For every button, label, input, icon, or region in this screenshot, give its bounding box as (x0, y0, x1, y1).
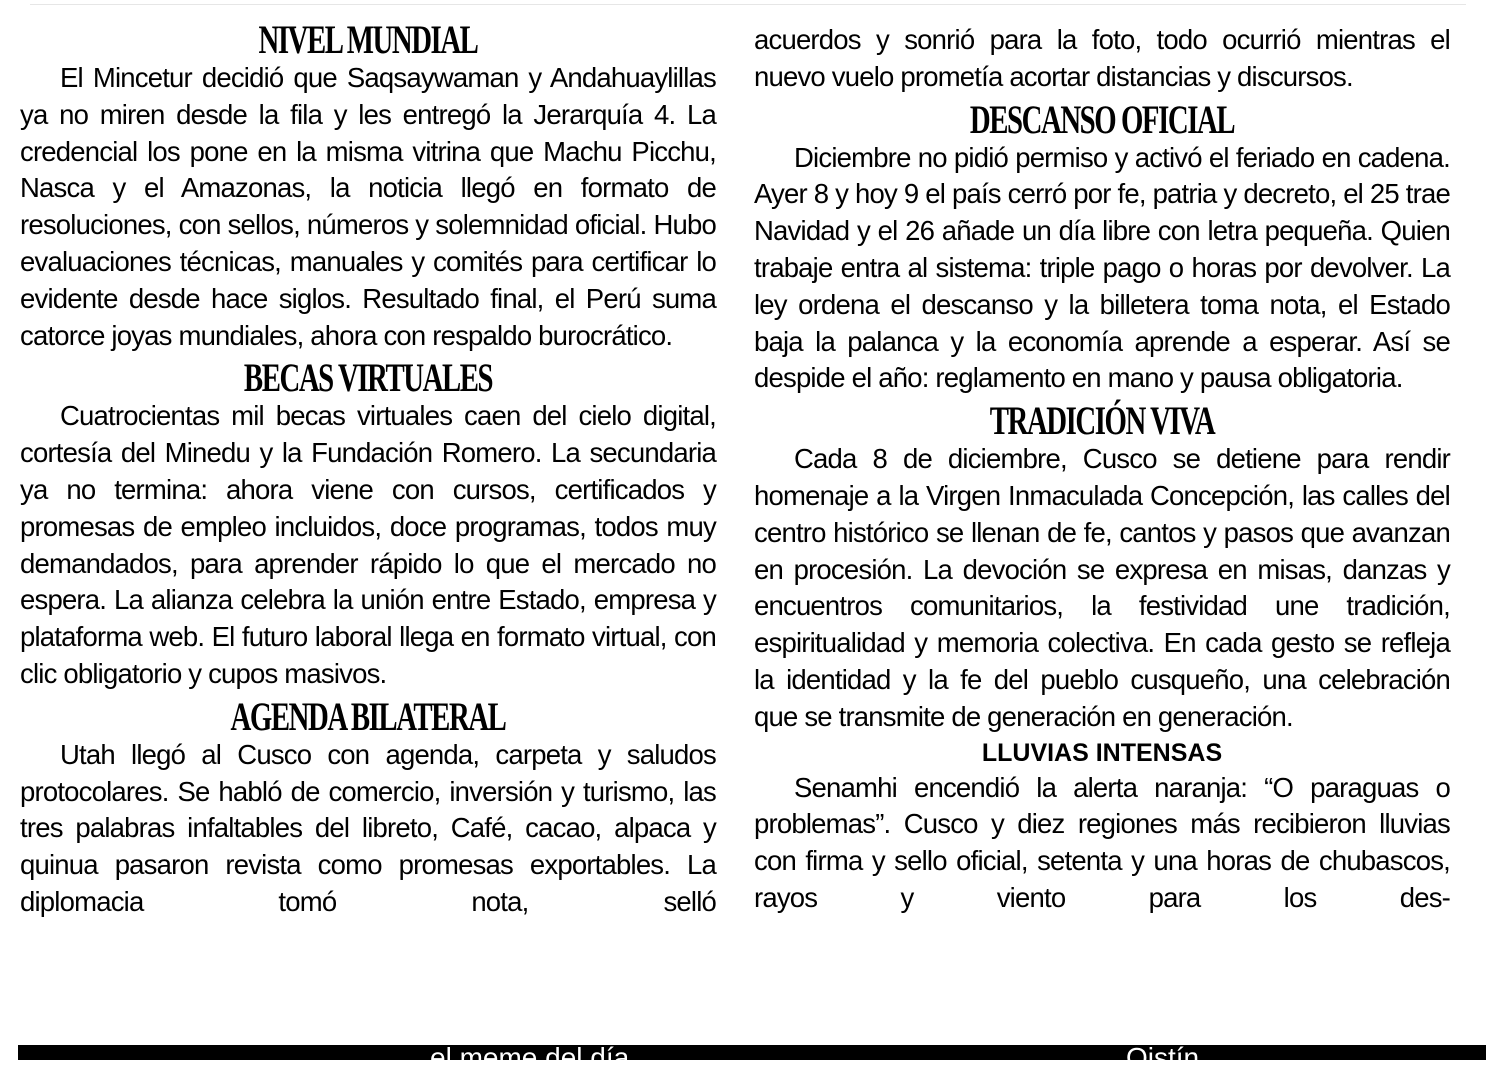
headline: DESCANSO OFICIAL (969, 96, 1235, 142)
article-body: Diciembre no pidió permiso y activó el feriado en cadena. Ayer 8 y hoy 9 el país cerró por fe, patria y decreto, el 25 trae Navidad y el 26 añade un día libre con letra pequeña. Quien trabaje entra al sistema: triple pago o horas por devolver. La ley ordena el descanso y la billetera toma nota, el Estado baja la palanca y la economía aprende a esperar. Así se despide el año: reglamento en mano y pausa obligatoria. (754, 141, 1450, 394)
article-body: Cuatrocientas mil becas virtuales caen del cielo digital, cortesía del Minedu y la Fundación Romero. La secundaria ya no termina: ahora viene con cursos, certificados y promesas de empleo incluidos, doce programas, todos muy demandados, para aprender rápido lo que el mercado no espera. La alianza celebra la unión entre Estado, empresa y plataforma web. El futuro laboral llega en formato virtual, con clic obligatorio y cupos masivos. (20, 400, 716, 689)
article-body: Senamhi encendió la alerta naranja: “O paraguas o problemas”. Cusco y diez regiones más recibieron lluvias con firma y sello oficial, setenta y una horas de chubascos, rayos y viento para los des- (754, 771, 1450, 913)
article-descanso-oficial (754, 98, 1450, 398)
headline: TRADICIÓN VIVA (989, 398, 1215, 444)
meme-section-label: el meme del día (430, 1042, 630, 1073)
qistin-section-label: Qistín (1126, 1042, 1200, 1073)
article-agenda-bilateral (20, 695, 716, 921)
article-body: El Mincetur decidió que Saqsaywaman y Andahuaylillas ya no miren desde la fila y les entregó la Jerarquía 4. La credencial los pone en la misma vitrina que Machu Picchu, Nasca y el Amazonas, la noticia llegó en formato de resoluciones, con sellos, números y solemnidad oficial. Hubo evaluaciones técnicas, manuales y comités para certificar lo evidente desde hace siglos. Resultado final, el Perú suma catorce joyas mundiales, ahora con respaldo burocrático. (20, 62, 716, 351)
article-becas-virtuales (20, 356, 716, 692)
headline: LLUVIAS INTENSAS (981, 738, 1223, 767)
section-footer-bar (18, 1042, 1486, 1073)
right-column (754, 22, 1450, 917)
headline: AGENDA BILATERAL (230, 693, 506, 739)
headline: NIVEL MUNDIAL (258, 17, 478, 62)
article-continuation: acuerdos y sonrió para la foto, todo ocurrió mientras el nuevo vuelo prometía acortar distancias y discursos. (754, 24, 1450, 92)
top-divider (30, 4, 1466, 5)
article-lluvias-intensas (754, 736, 1450, 917)
headline: BECAS VIRTUALES (243, 355, 493, 401)
left-column (20, 18, 716, 921)
article-nivel-mundial (20, 18, 716, 354)
article-tradicion-viva (754, 399, 1450, 735)
article-body: Utah llegó al Cusco con agenda, carpeta y saludos protocolares. Se habló de comercio, inversión y turismo, las tres palabras infaltables del libreto, Café, cacao, alpaca y quinua pasaron revista como promesas exportables. La diplomacia tomó nota, selló (20, 738, 716, 917)
article-body: Cada 8 de diciembre, Cusco se detiene para rendir homenaje a la Virgen Inmaculada Concepción, las calles del centro histórico se llenan de fe, cantos y pasos que avanzan en procesión. La devoción se expresa en misas, danzas y encuentros comunitarios, la festividad une tradición, espiritualidad y memoria colectiva. En cada gesto se refleja la identidad y la fe del pueblo cusqueño, una celebración que se transmite de generación en generación. (754, 443, 1450, 732)
